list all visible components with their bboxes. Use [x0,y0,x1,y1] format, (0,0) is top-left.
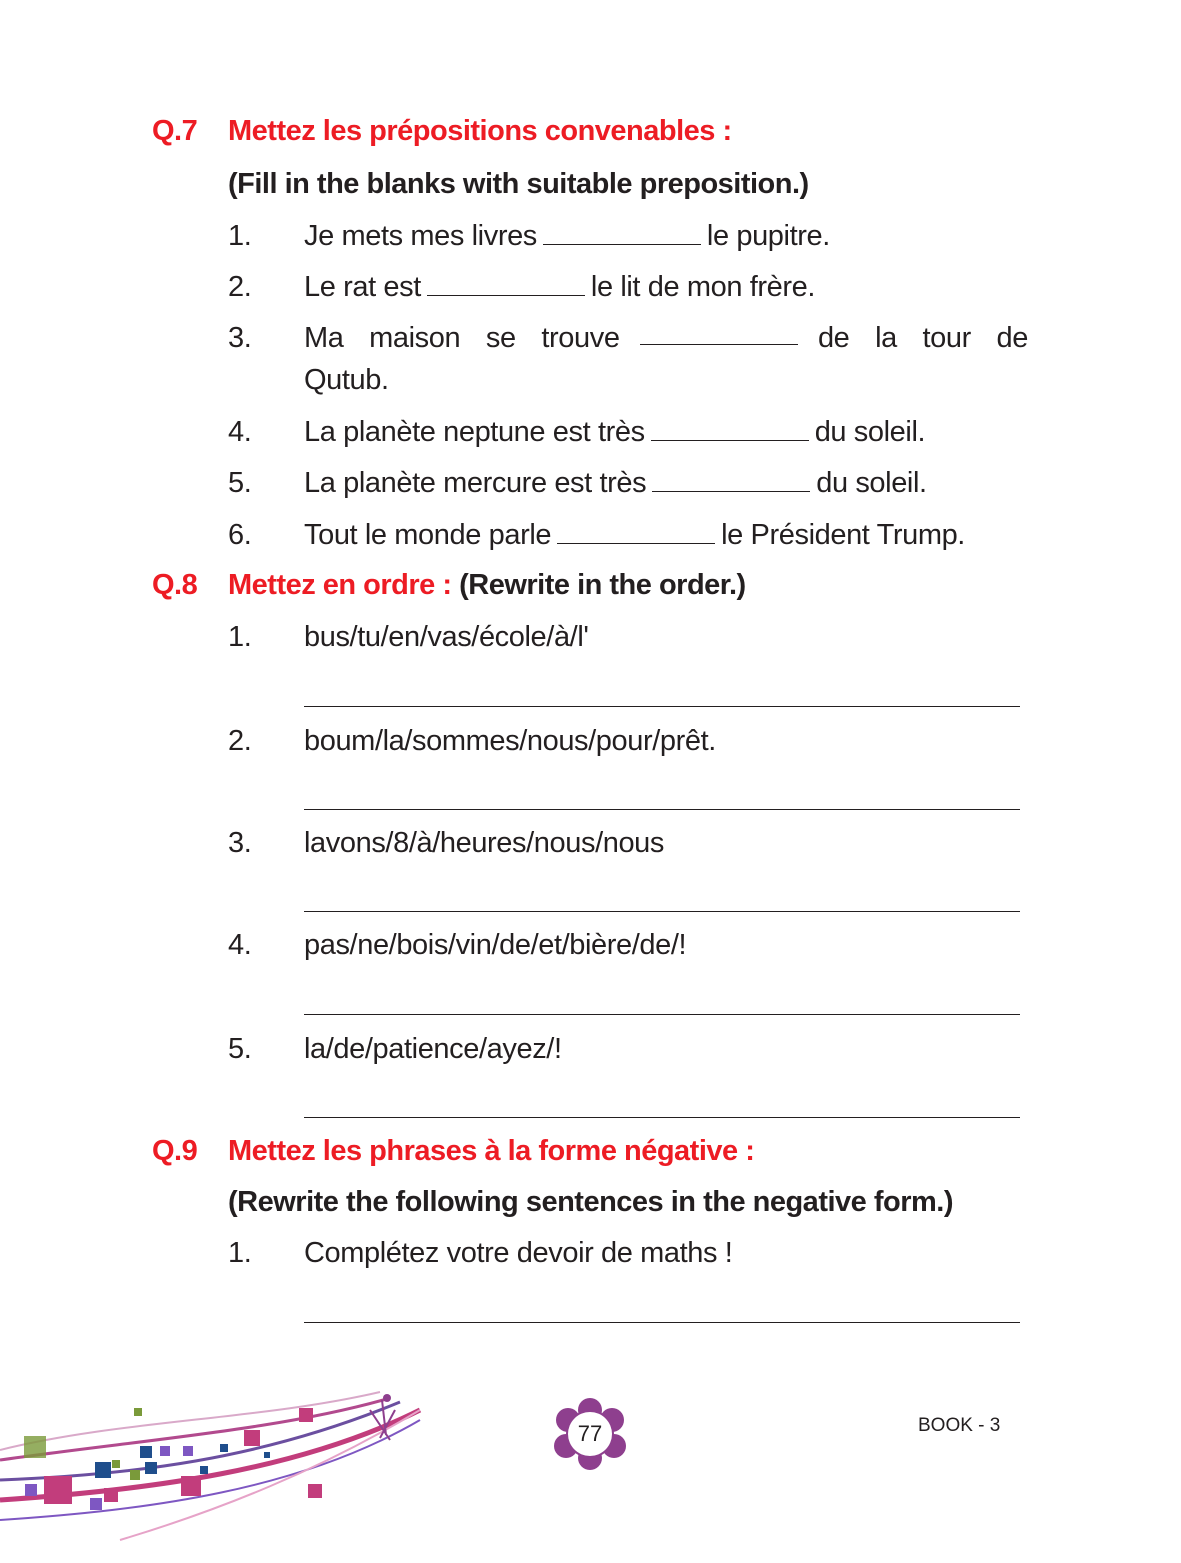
item-number: 5. [228,467,252,499]
item-text: la/de/patience/ayez/! [304,1033,562,1065]
item-number: 6. [228,519,252,551]
q9-item-1 [228,1237,732,1270]
q9-heading [152,1135,754,1168]
q8-item-5 [228,1033,562,1066]
item-text-after: du soleil. [816,467,927,499]
q8-item-1 [228,621,589,654]
item-number: 1. [228,220,252,252]
q7-item-4 [228,416,925,449]
item-text-before: La planète mercure est très [304,467,647,499]
item-text-before: Tout le monde parle [304,519,552,551]
q9-subtitle: (Rewrite the following sentences in the negative form.) [228,1186,953,1218]
page-number: 77 [577,1421,603,1446]
item-number: 4. [228,416,252,448]
item-number: 1. [228,621,252,653]
item-number: 5. [228,1033,252,1065]
q7-item-5 [228,467,927,500]
item-number: 3. [228,827,252,859]
q8-title: Mettez en ordre : [228,569,452,601]
answer-line[interactable] [304,1014,1020,1015]
item-text-before: Je mets mes livres [304,220,537,252]
page-number-badge [552,1398,628,1470]
item-text: boum/la/sommes/nous/pour/prêt. [304,725,716,757]
q7-item-3 [228,322,1028,355]
item-number: 3. [228,322,252,354]
item-number: 1. [228,1237,252,1269]
fill-blank[interactable] [651,418,809,441]
item-text: bus/tu/en/vas/école/à/l' [304,621,589,653]
item-text-after: le lit de mon frère. [590,271,816,303]
item-text-before: Le rat est [304,271,421,303]
item-text-after: de la tour de [817,322,1028,354]
book-label: BOOK - 3 [918,1415,1001,1436]
item-number: 2. [228,725,252,757]
answer-line[interactable] [304,1117,1020,1118]
fill-blank[interactable] [427,273,585,296]
fill-blank[interactable] [640,322,798,345]
q7-item-2 [228,271,815,304]
q8-subtitle: (Rewrite in the order.) [459,569,746,601]
fill-blank[interactable] [543,222,701,245]
q9-number: Q.9 [152,1135,198,1167]
item-text-after: le Président Trump. [721,519,965,551]
q7-item-6 [228,519,965,552]
q9-title: Mettez les phrases à la forme négative : [228,1135,755,1167]
fill-blank[interactable] [557,521,715,544]
q7-heading [152,115,732,148]
item-text-after: le pupitre. [706,220,830,252]
answer-line[interactable] [304,1322,1020,1323]
q7-item-1 [228,220,830,253]
q8-number: Q.8 [152,569,198,601]
answer-line[interactable] [304,911,1020,912]
item-text: pas/ne/bois/vin/de/et/bière/de/! [304,929,687,961]
answer-line[interactable] [304,706,1020,707]
item-text: Complétez votre devoir de maths ! [304,1237,733,1269]
item-text-after: du soleil. [814,416,926,448]
q8-heading [152,569,746,602]
item-number: 4. [228,929,252,961]
q8-item-3 [228,827,664,860]
q8-item-2 [228,725,716,758]
decorative-ribbon-graphic [0,1380,440,1550]
q7-item-3-continuation: Qutub. [304,364,389,396]
item-text: lavons/8/à/heures/nous/nous [304,827,665,859]
q7-subtitle: (Fill in the blanks with suitable preposition.) [228,168,809,200]
q7-title: Mettez les prépositions convenables : [228,115,732,147]
q8-item-4 [228,929,686,962]
q7-number: Q.7 [152,115,198,147]
item-text-before: Ma maison se trouve [304,322,620,354]
answer-line[interactable] [304,809,1020,810]
item-number: 2. [228,271,252,303]
fill-blank[interactable] [652,469,810,492]
item-text-before: La planète neptune est très [304,416,645,448]
